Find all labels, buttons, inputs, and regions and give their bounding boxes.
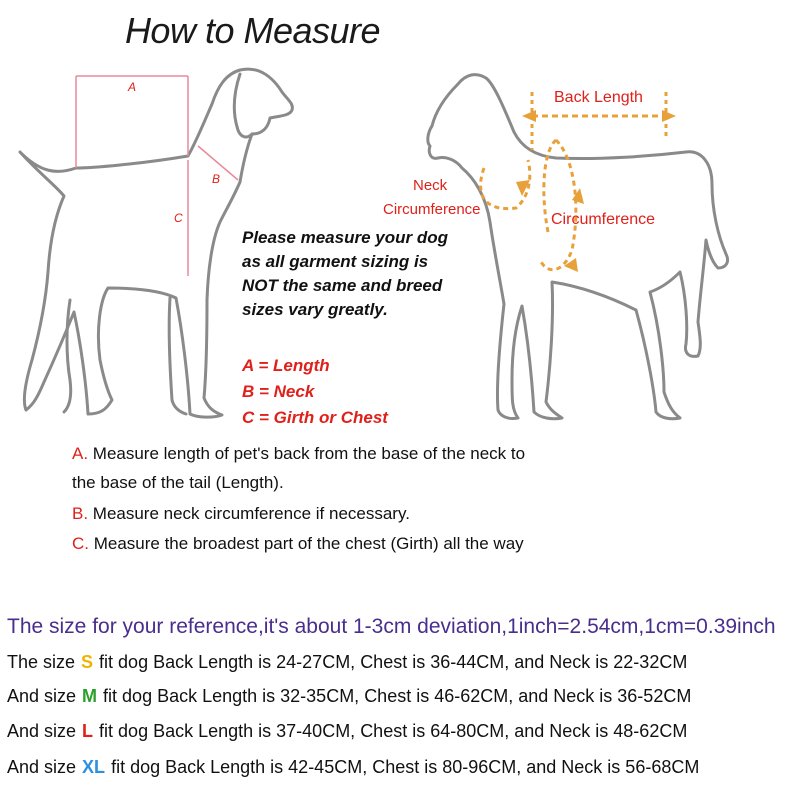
neck-circumference-label-line2: Circumference (383, 201, 481, 218)
label-b: B (212, 172, 221, 186)
legend-length: A = Length (242, 356, 330, 375)
legend-girth: C = Girth or Chest (242, 408, 388, 427)
size-reference-note: The size for your reference,it's about 1-3cm deviation,1inch=2.54cm,1cm=0.39inch (7, 615, 776, 638)
label-c: C (174, 211, 183, 225)
right-dog-illustration (428, 75, 728, 419)
size-code: S (81, 652, 94, 672)
instruction-a: A. Measure length of pet's back from the base of the neck to (72, 444, 526, 463)
page-title: How to Measure (124, 10, 381, 51)
instruction-b: B. Measure neck circumference if necessary. (72, 504, 410, 523)
instruction-a-continued: the base of the tail (Length). (72, 473, 284, 492)
size-row-m: And size M fit dog Back Length is 32-35CM, Chest is 46-62CM, and Neck is 36-52CM (7, 686, 692, 706)
instruction-c: C. Measure the broadest part of the chest (Girth) all the way (72, 534, 524, 553)
measurement-note: Please measure your dog as all garment sizing is NOT the same and breed sizes vary greatly. (242, 228, 448, 319)
size-code: L (82, 721, 94, 741)
size-row-l: And size L fit dog Back Length is 37-40CM, Chest is 64-80CM, and Neck is 48-62CM (7, 721, 688, 741)
size-row-xl: And size XL fit dog Back Length is 42-45CM, Chest is 80-96CM, and Neck is 56-68CM (7, 757, 700, 777)
right-dog-arrows (516, 110, 676, 272)
size-code: XL (82, 757, 106, 777)
size-code: M (82, 686, 98, 706)
label-a: A (128, 80, 137, 94)
neck-circumference-label-line1: Neck (413, 177, 448, 194)
size-row-s: The size S fit dog Back Length is 24-27CM, Chest is 36-44CM, and Neck is 22-32CM (7, 652, 688, 672)
back-length-label: Back Length (554, 89, 643, 106)
legend-neck: B = Neck (242, 382, 315, 401)
circumference-label: Circumference (551, 211, 656, 228)
